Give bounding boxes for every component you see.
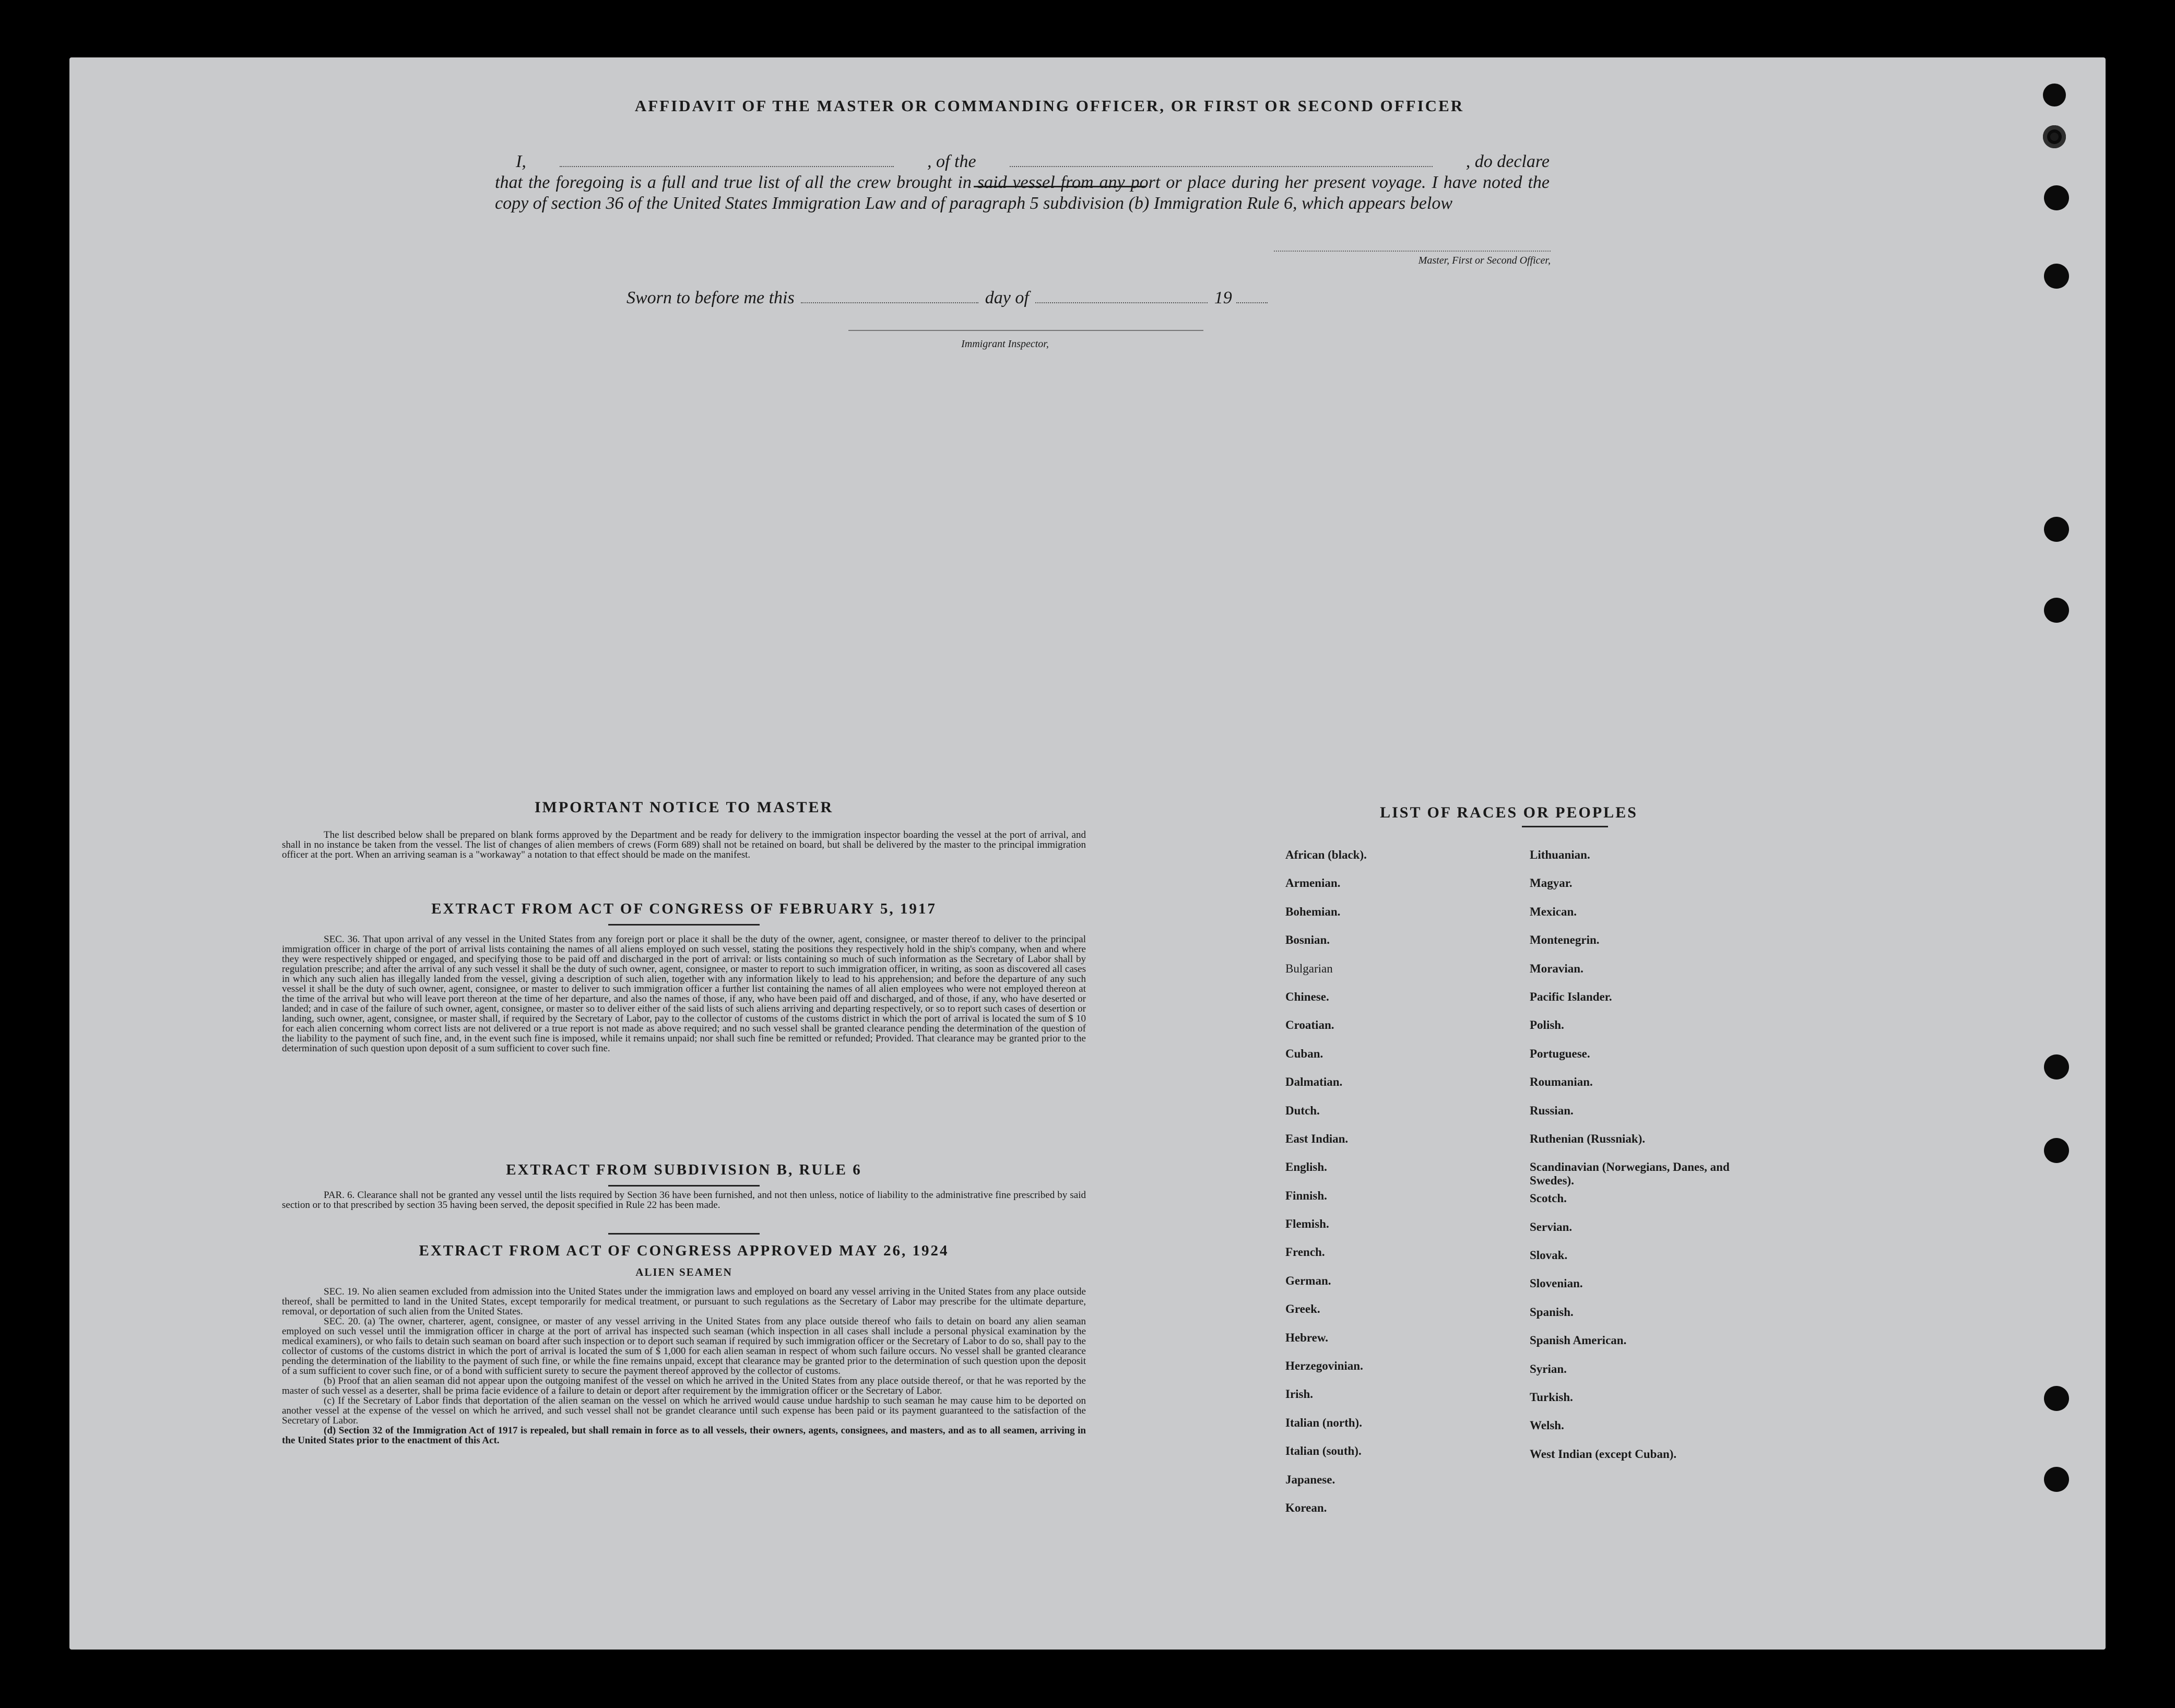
sec20c-text: (c) If the Secretary of Labor finds that deportation of the alien seaman on the vessel on which he arrived would cause undue hardship to such seaman he may cause him to be deported on another vessel at the expense of the vessel on which he arrived, and such vessel shall not be grandet clearance until such expense has been paid or its payment guaranteed to the satisfaction of the Secretary of Labor.: [282, 1395, 1086, 1426]
race-item: Mexican.: [1530, 905, 1577, 918]
race-item: Chinese.: [1285, 990, 1329, 1003]
race-item: Herzegovinian.: [1285, 1359, 1363, 1373]
name-field[interactable]: [560, 166, 894, 167]
extract-1924-subtitle: ALIEN SEAMEN: [635, 1266, 732, 1278]
race-item: Russian.: [1530, 1104, 1574, 1117]
extract-1917-title: EXTRACT FROM ACT OF CONGRESS OF FEBRUARY 5, 1917: [431, 900, 937, 917]
sec20d-text: (d) Section 32 of the Immigration Act of 1917 is repealed, but shall remain in force as to all vessels, their owners, agents, consignees, and masters, and as to all seamen, arriving in the United States prior to the enactment of this Act.: [282, 1425, 1086, 1446]
races-title: LIST OF RACES OR PEOPLES: [1380, 804, 1638, 821]
race-item: Korean.: [1285, 1501, 1327, 1514]
race-item: Japanese.: [1285, 1473, 1335, 1486]
race-item: Slovak.: [1530, 1249, 1568, 1262]
race-item: Lithuanian.: [1530, 848, 1590, 861]
sworn-line: [627, 288, 1410, 308]
sworn-text: Sworn to before me this: [627, 288, 795, 307]
binder-hole: [2044, 598, 2069, 623]
race-item: Finnish.: [1285, 1189, 1327, 1202]
declaration-start: I,: [516, 152, 526, 171]
race-item: Syrian.: [1530, 1362, 1567, 1375]
declaration-end: , do declare: [1465, 152, 1550, 171]
race-item: Greek.: [1285, 1302, 1320, 1316]
race-item: Polish.: [1530, 1018, 1564, 1032]
race-item: Croatian.: [1285, 1018, 1334, 1032]
race-item: Hebrew.: [1285, 1331, 1328, 1344]
sworn-day-field[interactable]: [801, 302, 978, 303]
sworn-day-label: day of: [985, 288, 1029, 307]
inspector-label: Immigrant Inspector,: [961, 338, 1049, 350]
binder-hole: [2044, 185, 2069, 210]
binder-hole: [2043, 125, 2066, 148]
binder-hole: [2043, 84, 2066, 106]
race-item: Scandinavian (Norwegians, Danes, and Swedes).: [1530, 1160, 1730, 1188]
extract-1924-text: [282, 1287, 1086, 1445]
race-item: Bulgarian: [1285, 962, 1333, 975]
race-item: Flemish.: [1285, 1217, 1329, 1231]
race-item: Italian (north).: [1285, 1416, 1362, 1429]
notice-text: The list described below shall be prepared on blank forms approved by the Department and be ready for delivery to the immigration inspector boarding the vessel at the port of arrival, and shall in no instance be taken from the vessel. The list of changes of alien members of crews (Form 689) shall not be retained on board, but shall be delivered by the master to the principal immigration officer at the port. When an arriving seaman is a "workaway" a notation to that effect should be made on the manifest.: [282, 829, 1086, 860]
race-item: French.: [1285, 1246, 1325, 1259]
race-item: Pacific Islander.: [1530, 990, 1612, 1003]
race-item: Spanish.: [1530, 1305, 1574, 1319]
races-rule: [1522, 826, 1608, 827]
race-item: Armenian.: [1285, 876, 1341, 890]
race-item: Italian (south).: [1285, 1444, 1362, 1458]
race-item: Magyar.: [1530, 876, 1573, 890]
race-item: Slovenian.: [1530, 1277, 1583, 1290]
race-item: German.: [1285, 1274, 1331, 1287]
race-item: Scotch.: [1530, 1192, 1567, 1205]
binder-hole: [2044, 264, 2069, 289]
race-item: West Indian (except Cuban).: [1530, 1447, 1677, 1461]
race-item: African (black).: [1285, 848, 1367, 861]
race-item: Portuguese.: [1530, 1047, 1590, 1060]
race-item: Welsh.: [1530, 1419, 1564, 1432]
signature-label: Master, First or Second Officer,: [1418, 255, 1551, 266]
race-item: Cuban.: [1285, 1047, 1323, 1060]
signature-field[interactable]: [1274, 251, 1551, 252]
sworn-year: 19: [1214, 288, 1232, 307]
sec20b-text: (b) Proof that an alien seaman did not appear upon the outgoing manifest of the vessel on which he arrived in the United States from any place outside thereof, or that he was reported by the master of such vessel as a deserter, shall be prima facie evidence of a failure to detain or deport after requirement by the immigration officer or the Secretary of Labor.: [282, 1375, 1086, 1396]
race-item: English.: [1285, 1160, 1327, 1174]
race-item: Dalmatian.: [1285, 1075, 1343, 1089]
race-item: Servian.: [1530, 1220, 1573, 1233]
declaration-line: [495, 151, 1550, 172]
notice-title: IMPORTANT NOTICE TO MASTER: [534, 799, 834, 816]
race-item: Ruthenian (Russniak).: [1530, 1132, 1646, 1145]
races-right-column: [1530, 848, 1749, 1476]
section-rule: [608, 924, 760, 926]
extract-rule6-text: PAR. 6. Clearance shall not be granted any vessel until the lists required by Section 36 have been furnished, and not then unless, notice of liability to the administrative fine prescribed by said section or to that prescribed by section 35 having been served, the deposit specified in Rule 22 has been made.: [282, 1190, 1086, 1211]
extract-1924-title: EXTRACT FROM ACT OF CONGRESS APPROVED MAY 26, 1924: [419, 1242, 949, 1259]
sec20a-text: SEC. 20. (a) The owner, charterer, agent, consignee, or master of any vessel arriving in the United States from any place outside thereof who fails to detain on board any alien seaman employed on such vessel until the immigration officer in charge at the port of arrival has inspected such seaman (which inspection in all cases shall include a personal physical examination by the medical examiners), or who fails to detain such seaman on board after such inspection or to deport such seaman if required by such immigration officer or the Secretary of Labor to do so, shall pay to the collector of customs of the customs district in which the port of arrival is located the sum of $ 1,000 for each alien seaman in respect of whom such failure occurs. No vessel shall be granted clearance pending the determination of the liability to the payment of such fine, or while the fine remains unpaid, except that clearance may be granted prior to the determination of such question upon the deposit of a sum sufficient to cover such fine, or of a bond with sufficient surety to secure the payment thereof approved by the collector of customs.: [282, 1316, 1086, 1377]
race-item: Dutch.: [1285, 1104, 1320, 1117]
section-rule: [608, 1185, 760, 1187]
binder-hole: [2044, 1467, 2069, 1492]
race-item: Roumanian.: [1530, 1075, 1593, 1089]
sworn-year-field[interactable]: [1236, 302, 1268, 303]
extract-rule6-title: EXTRACT FROM SUBDIVISION B, RULE 6: [506, 1161, 862, 1178]
sec19-text: SEC. 19. No alien seamen excluded from admission into the United States under the immigration laws and employed on board any vessel arriving in the United States from any place outside thereof, shall be permitted to land in the United States, except temporarily for medical treatment, or pursuant to such regulations as the Secretary of Labor may prescribe for the ultimate departure, removal, or deportation of such alien from the United States.: [282, 1286, 1086, 1317]
binder-hole: [2044, 1138, 2069, 1163]
race-item: Montenegrin.: [1530, 933, 1600, 947]
binder-hole: [2044, 517, 2069, 542]
races-left-column: [1285, 848, 1494, 1529]
race-item: East Indian.: [1285, 1132, 1349, 1145]
sworn-month-field[interactable]: [1035, 302, 1208, 303]
affidavit-title: AFFIDAVIT OF THE MASTER OR COMMANDING OFFICER, OR FIRST OR SECOND OFFICER: [634, 97, 1464, 115]
declaration-mid: , of the: [927, 152, 976, 171]
inspector-field[interactable]: [848, 330, 1203, 331]
race-item: Moravian.: [1530, 962, 1583, 975]
race-item: Bohemian.: [1285, 905, 1341, 918]
vessel-field[interactable]: [1010, 166, 1433, 167]
affidavit-body: [495, 151, 1550, 214]
binder-hole: [2044, 1054, 2069, 1080]
race-item: Bosnian.: [1285, 933, 1330, 947]
declaration-text: that the foregoing is a full and true list of all the crew brought in said vessel from any port or place during her present voyage. I have noted the copy of section 36 of the United States Immigration Law and of paragraph 5 subdivision (b) Immigration Rule 6, which appears below: [495, 173, 1550, 213]
section-rule: [608, 1233, 760, 1235]
race-item: Turkish.: [1530, 1391, 1573, 1404]
binder-hole: [2044, 1386, 2069, 1411]
race-item: Spanish American.: [1530, 1334, 1627, 1347]
race-item: Irish.: [1285, 1387, 1314, 1401]
extract-1917-text: SEC. 36. That upon arrival of any vessel in the United States from any foreign port or place it shall be the duty of the owner, agent, consignee, or master thereof to deliver to the principal immigration officer in charge of the port of arrival lists containing the names of all aliens employed on such vessel, stating the positions they respectively hold in the ship's company, when and where they were respectively shipped or engaged, and specifying those to be paid off and discharged in the port of arrival: or lists containing so much of such information as the Secretary of Labor shall by regulation prescribe; and after the arrival of any such vessel it shall be the duty of such owner, agent, consignee, or master to report to such immigration officer, in writing, as soon as discovered all cases in which any such alien has illegally landed from the vessel, giving a description of such alien, together with any information likely to lead to his apprehension; and before the departure of any such vessel it shall be the duty of such owner, agent, consignee, or master to deliver to such immigration officer a further list containing the names of all alien employees who were not employed thereon at the time of the arrival but who will leave port thereon at the time of her departure, and also the names of those, if any, who have been paid off and discharged, and of those, if any, who have deserted or landed; and in case of the failure of such owner, agent, consignee, or master so to deliver either of the said lists of such aliens arriving and departing respectively, or so to report such cases of desertion or landing, such owner, agent, consignee, or master shall, if required by the Secretary of Labor, pay to the collector of customs of the customs district in which the port of arrival is located the sum of $ 10 for each alien concerning whom correct lists are not delivered or a true report is not made as above required; and no such vessel shall be granted clearance pending the determination of the question of the liability to the payment of such fine, and, in the event such fine is imposed, while it remains unpaid; nor shall such fine be remitted or refunded; Provided. That clearance may be granted prior to the determination of such question upon deposit of a sum sufficient to cover such fine.: [282, 934, 1086, 1054]
